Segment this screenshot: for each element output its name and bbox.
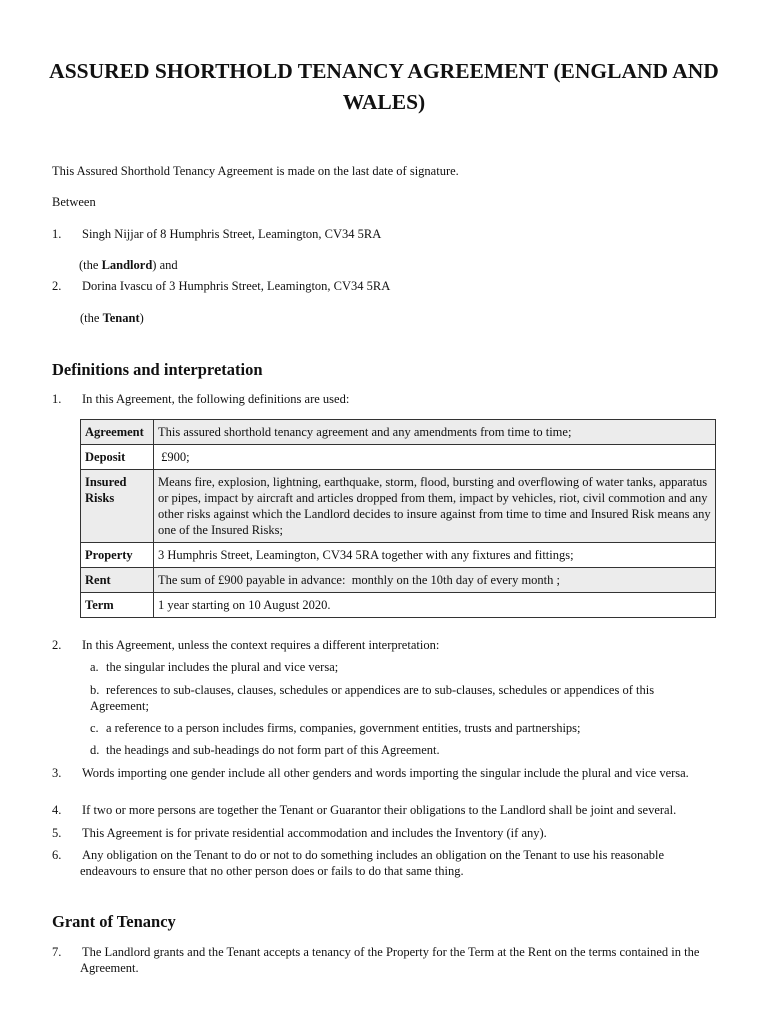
list-item — [90, 720, 581, 736]
list-item-text: the headings and sub-headings do not form part of this Agreement. — [106, 743, 440, 757]
party-2-role-prefix: (the — [80, 311, 103, 325]
clause-2-number: 2. — [52, 638, 62, 652]
definition-text: The sum of £900 payable in advance: monthly on the 10th day of every month ; — [154, 568, 716, 593]
party-2-number: 2. — [52, 279, 62, 293]
list-item-label: b. — [90, 683, 100, 697]
clause-3-text: Words importing one gender include all other genders and words importing the singular include the plural and vice versa. — [82, 766, 689, 780]
list-item-label: a. — [90, 660, 99, 674]
definition-term: Term — [81, 593, 154, 618]
party-1-details: Singh Nijjar of 8 Humphris Street, Leamington, CV34 5RA — [82, 227, 382, 241]
table-row — [81, 543, 716, 568]
definition-term: Deposit — [81, 445, 154, 470]
clause-4-text: If two or more persons are together the Tenant or Guarantor their obligations to the Landlord shall be joint and several. — [82, 803, 677, 817]
party-1-role — [79, 257, 178, 273]
party-2-details: Dorina Ivascu of 3 Humphris Street, Leamington, CV34 5RA — [82, 279, 391, 293]
party-1-number: 1. — [52, 227, 62, 241]
document-title: ASSURED SHORTHOLD TENANCY AGREEMENT (ENGLAND AND WALES) — [49, 59, 719, 114]
grant-heading: Grant of Tenancy — [52, 912, 176, 931]
clause-4-number: 4. — [52, 803, 62, 817]
list-item-text: a reference to a person includes firms, companies, government entities, trusts and partnerships; — [106, 721, 581, 735]
definition-term: Rent — [81, 568, 154, 593]
list-item — [90, 742, 440, 758]
definitions-heading: Definitions and interpretation — [52, 360, 263, 379]
clause-2-text: In this Agreement, unless the context requires a different interpretation: — [82, 638, 440, 652]
clause-7-number: 7. — [52, 945, 62, 959]
definition-term: Insured Risks — [81, 470, 154, 543]
party-1-role-suffix: ) and — [152, 258, 178, 272]
clause-6-number: 6. — [52, 848, 62, 862]
list-item — [90, 682, 710, 714]
intro-paragraph: This Assured Shorthold Tenancy Agreement is made on the last date of signature. — [52, 164, 459, 178]
between-label: Between — [52, 195, 96, 209]
party-2-role-suffix: ) — [139, 311, 144, 325]
list-item-label: c. — [90, 721, 99, 735]
definition-term: Property — [81, 543, 154, 568]
list-item — [90, 659, 338, 675]
tenant-label: Tenant — [102, 311, 140, 325]
table-row — [81, 470, 716, 543]
clause-3-number: 3. — [52, 766, 62, 780]
party-2-role — [80, 310, 144, 326]
definition-term: Agreement — [81, 420, 154, 445]
clause-6-text: Any obligation on the Tenant to do or not to do something includes an obligation on the Tenant to use his reasonable endeavours to ensure that no other person does or fails to do that same thing. — [80, 848, 665, 878]
definition-text: Means fire, explosion, lightning, earthquake, storm, flood, bursting and overflowing of water tanks, apparatus or pipes, impact by aircraft and articles dropped from them, impact by vehicles, riot, civil commotion and any other risks against which the Landlord decides to insure against from time to time and Insured Risk means any one of the Insured Risks; — [154, 470, 716, 543]
list-item-text: the singular includes the plural and vice versa; — [106, 660, 339, 674]
clause-1-text: In this Agreement, the following definitions are used: — [82, 392, 350, 406]
table-row — [81, 568, 716, 593]
clause-1-number: 1. — [52, 392, 62, 406]
table-row — [81, 445, 716, 470]
definition-text: 1 year starting on 10 August 2020. — [154, 593, 716, 618]
list-item-text: references to sub-clauses, clauses, schedules or appendices are to sub-clauses, schedules or appendices of this Agreement; — [90, 683, 655, 713]
definition-text: £900; — [154, 445, 716, 470]
clause-5-text: This Agreement is for private residential accommodation and includes the Inventory (if any). — [82, 826, 547, 840]
table-row — [81, 420, 716, 445]
clause-7-text: The Landlord grants and the Tenant accepts a tenancy of the Property for the Term at the Rent on the terms contained in the Agreement. — [80, 945, 700, 975]
list-item-label: d. — [90, 743, 100, 757]
party-1-role-prefix: (the — [79, 258, 102, 272]
definition-text: This assured shorthold tenancy agreement and any amendments from time to time; — [154, 420, 716, 445]
landlord-label: Landlord — [101, 258, 153, 272]
table-row — [81, 593, 716, 618]
definitions-table — [80, 419, 716, 618]
clause-5-number: 5. — [52, 826, 62, 840]
definition-text: 3 Humphris Street, Leamington, CV34 5RA together with any fixtures and fittings; — [154, 543, 716, 568]
